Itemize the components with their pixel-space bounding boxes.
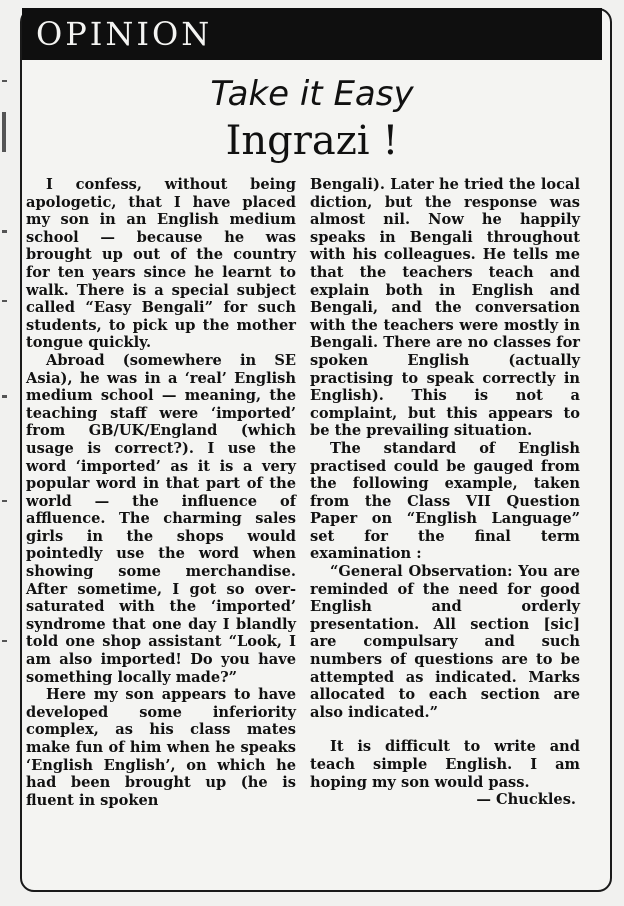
paragraph: Abroad (somewhere in SE Asia), he was in a ‘real’ English medium school — meaning, the teaching staff were ‘imported’ from GB/UK/England (which usage is correct?). I use the word ‘imported’ as it is a very popular word in that part of the world — the influence of affluence. The charming sales girls in the shops would pointedly use the word when showing some merchandise. After sometime, I got so over-saturated with the ‘imported’ syndrome that one day I blandly told one shop assistant “Look, I am also imported! Do you have something locally made?”	[26, 351, 296, 686]
section-label: OPINION	[36, 15, 213, 53]
paragraph: I confess, without being apologetic, that I have placed my son in an English medium school — because he was brought up out of the country for ten years since he learnt to walk. There is a special subject called “Easy Bengali” for such students, to pick up the mother tongue quickly.	[26, 176, 296, 352]
edge-mark	[2, 230, 7, 233]
right-column	[310, 176, 580, 809]
edge-mark	[2, 500, 7, 502]
edge-mark	[2, 300, 7, 302]
author-signature: — Chuckles.	[476, 791, 576, 809]
section-banner	[22, 8, 602, 60]
edge-mark	[2, 395, 7, 398]
left-column	[26, 176, 296, 809]
paragraph: Bengali). Later he tried the local diction, but the response was almost nil. Now he happily speaks in Bengali throughout with his colleagues. He tells me that the teachers teach and explain both in English and Bengali, and the conversation with the teachers were mostly in Bengali. There are no classes for spoken English (actually practising to speak correctly in English). This is not a complaint, but this appears to be the prevailing situation.	[310, 176, 580, 440]
edge-mark	[2, 640, 7, 642]
article-kicker: Take it Easy	[210, 74, 414, 114]
paragraph: Here my son appears to have developed some inferiority complex, as his class mates make fun of him when he speaks ‘English English’, on which he had been brought up (he is fluent in spoken	[26, 686, 296, 809]
paragraph: It is difficult to write and teach simple English. I am hoping my son would pass.	[310, 738, 580, 791]
article-headline: Ingrazi !	[225, 118, 399, 164]
quoted-passage: “General Observation: You are reminded of the need for good English and orderly presentation. All section [sic] are compulsary and such numbers of questions are to be attempted as indicated. Marks allocated to each section are also indicated.”	[310, 563, 580, 721]
paragraph: The standard of English practised could be gauged from the following example, taken from the Class VII Question Paper on “English Language” set for the final term examination :	[310, 439, 580, 563]
